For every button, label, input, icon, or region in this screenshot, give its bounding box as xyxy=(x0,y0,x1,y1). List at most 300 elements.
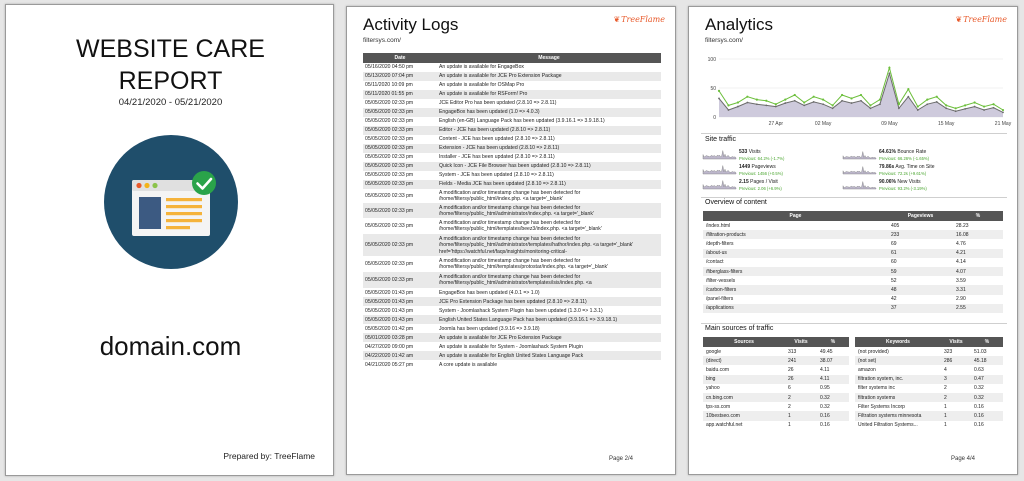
log-message: A modification and/or timestamp change has been detected for /home/filtersy/public_html/index.php. <a target='_blank' xyxy=(439,190,581,203)
log-date: 05/05/2020 02:33 pm xyxy=(365,136,414,143)
log-date: 05/01/2020 03:28 pm xyxy=(363,333,437,342)
visits: 313 xyxy=(788,348,797,355)
log-date: 05/05/2020 02:33 pm xyxy=(363,162,437,171)
kpi-previous: Previous: 66.26% (-1.65%) xyxy=(879,156,930,161)
kpi-previous: Previous: 93.2% (-3.19%) xyxy=(879,186,927,191)
table-row xyxy=(703,402,849,411)
series-2-point xyxy=(945,107,947,109)
page-path: /filtration-products xyxy=(703,230,888,239)
keyword: United Filtration Systems... xyxy=(858,422,918,429)
table-row xyxy=(703,249,1003,258)
page-title: Analytics xyxy=(705,15,774,34)
x-tick-label: 02 May xyxy=(814,121,832,127)
series-2-point xyxy=(775,106,777,108)
series-1-point xyxy=(775,103,777,105)
log-message: JCE Editor Pro has been updated (2.8.10 => 2.8.11) xyxy=(439,100,557,107)
log-message: An update is available for OSMap Pro xyxy=(439,82,525,89)
percent: 0.32 xyxy=(817,393,849,402)
series-1-point xyxy=(832,104,834,106)
series-2-point xyxy=(860,100,862,102)
log-date: 05/05/2020 02:33 pm xyxy=(363,234,437,256)
table-row xyxy=(703,304,1003,313)
log-date: 05/05/2020 02:33 pm xyxy=(365,223,414,230)
series-1-point xyxy=(955,107,957,109)
percent: 28.23 xyxy=(956,222,969,229)
log-message: A modification and/or timestamp change has been detected for /home/filtersy/public_html/administrator/templates/hathor/index.php. <a target='_blank' href='https://watchful.net/faqs/insights/monitoring-critical- xyxy=(437,234,661,256)
series-2-point xyxy=(747,102,749,104)
percent: 51.03 xyxy=(974,348,987,355)
series-1-point xyxy=(727,104,729,106)
pageviews: 61 xyxy=(888,249,953,258)
percent: 4.11 xyxy=(820,366,830,373)
log-row xyxy=(363,297,661,306)
table-row xyxy=(855,347,1003,356)
page-number: Page 4/4 xyxy=(951,456,976,462)
column-header-percent: % xyxy=(971,337,1003,347)
log-row xyxy=(363,234,661,256)
visits: 2 xyxy=(788,403,791,410)
source-name: (direct) xyxy=(703,356,785,365)
log-date: 04/22/2020 01:42 am xyxy=(363,351,437,360)
visits: 26 xyxy=(788,366,794,373)
log-date: 05/05/2020 02:33 pm xyxy=(365,154,414,161)
visits: 286 xyxy=(941,356,971,365)
table-row xyxy=(855,384,1003,393)
source-name: bing xyxy=(703,375,785,384)
table-row xyxy=(703,221,1003,230)
log-date: 05/05/2020 02:33 pm xyxy=(363,126,437,135)
log-message: Installer - JCE has been updated (2.8.10 => 2.8.11) xyxy=(439,154,555,161)
cover-title-line1: WEBSITE CARE xyxy=(76,35,265,63)
series-2-point xyxy=(718,98,720,100)
series-1-point xyxy=(737,101,739,103)
kpi-sparkline xyxy=(843,178,876,189)
source-name: google xyxy=(706,348,722,355)
log-message: EngageBox has been updated (1.0 => 4.0.3) xyxy=(437,108,661,117)
series-2-point xyxy=(737,106,739,108)
series-2-point xyxy=(870,107,872,109)
divider xyxy=(701,133,1007,134)
table-row xyxy=(855,356,1003,365)
series-2-point xyxy=(936,101,938,103)
table-row xyxy=(703,356,849,365)
series-2-point xyxy=(851,102,853,104)
log-row xyxy=(363,315,661,324)
series-1-point xyxy=(718,90,720,92)
percent: 0.16 xyxy=(974,422,984,429)
series-1-point xyxy=(813,96,815,98)
kpi-label: Visits xyxy=(748,149,761,155)
table-row xyxy=(855,375,1003,384)
kpi-value: 2.15 xyxy=(739,179,749,185)
sparkline-area xyxy=(843,167,876,175)
log-date: 05/05/2020 01:43 pm xyxy=(363,297,437,306)
pageviews: 233 xyxy=(888,230,953,239)
log-row xyxy=(363,135,661,144)
log-row xyxy=(363,180,661,189)
kpi-value: 90.06% xyxy=(879,179,896,185)
percent: 3.31 xyxy=(953,285,1003,294)
series-2-point xyxy=(728,109,730,111)
site-url: filtersys.com/ xyxy=(705,37,743,44)
log-message: Fields - Media JCE has been updated (2.8.10 => 2.8.11) xyxy=(437,180,661,189)
percent: 38.07 xyxy=(817,356,849,365)
page-path: /filter-vessels xyxy=(706,277,736,284)
series-2-point xyxy=(803,105,805,107)
keyword: filtration systems xyxy=(855,393,941,402)
series-2-point xyxy=(983,109,985,111)
column-header-keywords: Keywords xyxy=(855,337,941,347)
flame-icon: ❦ xyxy=(613,15,621,24)
visits: 1 xyxy=(944,422,947,429)
log-row xyxy=(363,162,661,171)
series-1-point xyxy=(936,96,938,98)
log-row xyxy=(363,203,661,218)
percent: 2.55 xyxy=(953,304,1003,313)
kpi-value: 1449 xyxy=(739,164,751,170)
log-date: 05/05/2020 02:33 pm xyxy=(363,108,437,117)
page-number: Page 2/4 xyxy=(609,456,634,462)
kpi-5 xyxy=(879,179,927,191)
log-row xyxy=(363,218,661,234)
log-date: 04/27/2020 09:00 pm xyxy=(365,343,414,350)
kpi-previous: Previous: 72.2s (+9.61%) xyxy=(879,171,927,176)
column-header-visits: Visits xyxy=(785,337,817,347)
keyword: (not provided) xyxy=(858,348,889,355)
log-date: 05/05/2020 02:33 pm xyxy=(363,180,437,189)
log-message: A modification and/or timestamp change has been detected for /home/filtersy/public_html/templates/protostar/index.php. <a target='_blank' xyxy=(439,258,608,271)
percent: 3.59 xyxy=(956,277,966,284)
sparkline-area xyxy=(703,151,736,160)
kpi-0 xyxy=(739,149,784,161)
column-header-visits: Visits xyxy=(941,337,971,347)
table-row xyxy=(703,230,1003,239)
log-message: EngageBox has been updated (4.0.1 => 1.0) xyxy=(439,289,540,296)
brand-logo xyxy=(955,15,1007,24)
kpi-label: Pageviews xyxy=(751,164,776,170)
table-row xyxy=(703,375,849,384)
percent: 0.95 xyxy=(820,385,830,392)
visits: 26 xyxy=(785,375,817,384)
sparkline-area xyxy=(843,182,876,190)
series-1-point xyxy=(992,103,994,105)
log-row xyxy=(363,117,661,126)
log-row xyxy=(363,342,661,351)
log-date: 05/05/2020 01:43 pm xyxy=(365,307,414,314)
series-1-point xyxy=(907,88,909,90)
series-1-point xyxy=(983,105,985,107)
visits-line-chart xyxy=(699,53,1012,129)
percent: 0.16 xyxy=(971,411,1003,420)
series-1-point xyxy=(974,101,976,103)
activity-logs-page xyxy=(346,6,676,475)
log-date: 05/05/2020 02:33 pm xyxy=(363,203,437,218)
table-row xyxy=(855,402,1003,411)
keyword: amazon xyxy=(858,366,876,373)
traffic-sources-table xyxy=(703,337,849,430)
overview-heading: Overview of content xyxy=(705,199,767,206)
visits: 2 xyxy=(941,393,971,402)
log-date: 05/05/2020 02:33 pm xyxy=(365,193,414,200)
percent: 16.08 xyxy=(953,230,1003,239)
log-message: Joomla has been updated (3.9.16 => 3.9.18) xyxy=(439,325,540,332)
series-2-point xyxy=(907,96,909,98)
visits: 1 xyxy=(788,422,791,429)
visits: 6 xyxy=(788,385,791,392)
series-1-point xyxy=(869,104,871,106)
table-row xyxy=(703,347,849,356)
log-row xyxy=(363,90,661,99)
kpi-label: Bounce Rate xyxy=(897,149,927,155)
log-row xyxy=(363,171,661,180)
table-row xyxy=(855,411,1003,420)
y-tick-label: 100 xyxy=(707,57,716,63)
log-row xyxy=(363,81,661,90)
analytics-page xyxy=(688,6,1018,475)
series-2-point xyxy=(784,102,786,104)
brand-name: TreeFlame xyxy=(621,15,665,24)
percent: 4.07 xyxy=(953,267,1003,276)
table-row xyxy=(855,393,1003,402)
percent: 0.32 xyxy=(971,393,1003,402)
browser-window-check-icon xyxy=(104,135,238,269)
table-row xyxy=(703,295,1003,304)
table-row xyxy=(703,384,849,393)
log-message: A modification and/or timestamp change has been detected for /home/filtersy/public_html/administrator/templates/isis/index.php. <a xyxy=(437,272,661,288)
series-2-point xyxy=(794,100,796,102)
keyword: Filtration systems minnesota xyxy=(855,411,941,420)
series-1-point xyxy=(945,104,947,106)
series-1-point xyxy=(841,94,843,96)
visits: 3 xyxy=(941,375,971,384)
log-message: English United States Language Pack has been updated (3.9.16.1 => 3.9.18.1) xyxy=(437,315,661,324)
log-row xyxy=(363,72,661,81)
log-row xyxy=(363,272,661,288)
log-date: 05/05/2020 02:33 pm xyxy=(365,172,414,179)
kpi-value: 79.86s xyxy=(879,164,895,170)
series-2-point xyxy=(955,110,957,112)
series-2-point xyxy=(841,100,843,102)
log-row xyxy=(363,288,661,297)
kpi-previous: Previous: 1456 (+0.5%) xyxy=(739,171,783,176)
page-path: /carbon-filters xyxy=(703,285,888,294)
table-row xyxy=(703,285,1003,294)
source-name: baidu.com xyxy=(706,366,730,373)
kpi-sparkline xyxy=(703,178,736,189)
log-date: 05/05/2020 02:33 pm xyxy=(363,272,437,288)
log-row xyxy=(363,333,661,342)
pageviews: 42 xyxy=(891,296,897,303)
log-message: System - Joomlashack System Plugin has been updated (1.3.0 => 1.3.1) xyxy=(439,307,603,314)
log-row xyxy=(363,189,661,203)
log-message: An update is available for RSForm! Pro xyxy=(437,90,661,99)
column-header-percent: % xyxy=(953,211,1003,221)
series-2-point xyxy=(993,107,995,109)
series-1-point xyxy=(860,94,862,96)
flame-icon: ❦ xyxy=(955,15,963,24)
log-row xyxy=(363,306,661,315)
source-name: tps-ss.com xyxy=(706,403,731,410)
log-message: English (en-GB) Language Pack has been updated (3.9.16.1 => 3.9.18.1) xyxy=(439,118,605,125)
series-1-point xyxy=(888,67,890,69)
log-message: A core update is available xyxy=(439,361,498,368)
column-header-message: Message xyxy=(437,53,661,63)
log-date: 04/21/2020 05:27 pm xyxy=(365,361,414,368)
sources-heading: Main sources of traffic xyxy=(705,325,774,332)
series-2-point xyxy=(974,106,976,108)
page-path: /fiberglass-filters xyxy=(703,267,888,276)
table-row xyxy=(703,365,849,374)
keyword: (not set) xyxy=(855,356,941,365)
log-message: An update is available for JCE Pro Extension Package xyxy=(437,333,661,342)
log-message: System - JCE has been updated (2.8.10 => 2.8.11) xyxy=(439,172,554,179)
site-url: filtersys.com/ xyxy=(363,37,401,44)
percent: 0.16 xyxy=(817,411,849,420)
keyword: filter systems inc xyxy=(858,385,895,392)
table-row xyxy=(703,239,1003,248)
pageviews: 405 xyxy=(891,222,900,229)
kpi-previous: Previous: 64.2% (-1.7%) xyxy=(739,156,785,161)
series-2-point xyxy=(756,103,758,105)
kpi-3 xyxy=(879,164,935,176)
cover-title-line2: REPORT xyxy=(118,67,223,95)
log-date: 05/11/2020 10:09 pm xyxy=(365,82,413,89)
log-message: An update is available for English United States Language Pack xyxy=(437,351,661,360)
kpi-sparkline xyxy=(703,163,736,174)
column-header-pageviews: Pageviews xyxy=(888,211,953,221)
log-date: 05/05/2020 01:43 pm xyxy=(363,315,437,324)
series-1-point xyxy=(926,99,928,101)
series-2-point xyxy=(917,109,919,111)
visits: 1 xyxy=(944,403,947,410)
log-date: 05/05/2020 01:43 pm xyxy=(365,289,414,296)
log-row xyxy=(363,360,661,369)
page-title: Activity Logs xyxy=(363,15,459,34)
series-2-point xyxy=(889,73,891,75)
series-1-point xyxy=(964,104,966,106)
pageviews: 48 xyxy=(888,285,953,294)
visits: 241 xyxy=(785,356,817,365)
series-1-point xyxy=(784,99,786,101)
divider xyxy=(701,197,1007,198)
cover-domain: domain.com xyxy=(99,331,242,361)
kpi-1 xyxy=(879,149,929,161)
source-name: 10bestseo.com xyxy=(703,411,785,420)
log-row xyxy=(363,324,661,333)
kpi-sparkline xyxy=(843,148,876,159)
log-date: 05/16/2020 04:50 pm xyxy=(365,64,414,71)
log-message: Quick Icon - JCE File Browser has been updated (2.8.10 => 2.8.11) xyxy=(437,162,661,171)
traffic-keywords-table xyxy=(855,337,1003,430)
log-date: 05/13/2020 07:04 pm xyxy=(363,72,437,81)
source-name: cn.bing.com xyxy=(703,393,785,402)
y-tick-label: 50 xyxy=(710,86,716,92)
kpi-label: New Visits xyxy=(897,179,921,185)
kpi-4 xyxy=(739,179,782,191)
series-2-point xyxy=(898,107,900,109)
y-tick-label: 0 xyxy=(713,115,716,121)
series-1-point xyxy=(746,96,748,98)
log-row xyxy=(363,99,661,108)
percent: 49.45 xyxy=(820,348,833,355)
log-message: Extension - JCE has been updated (2.8.10 => 2.8.11) xyxy=(437,144,661,153)
activity-log-table xyxy=(363,53,661,369)
visits: 2 xyxy=(785,393,817,402)
kpi-value: 64.61% xyxy=(879,149,896,155)
log-date: 05/11/2020 01:55 pm xyxy=(363,90,437,99)
log-row xyxy=(363,351,661,360)
log-message: An update is available for EngageBox xyxy=(439,64,524,71)
log-date: 05/05/2020 01:42 pm xyxy=(365,325,414,332)
percent: 4.76 xyxy=(956,240,966,247)
column-header-percent: % xyxy=(817,337,849,347)
series-1-point xyxy=(756,99,758,101)
kpi-previous: Previous: 2.06 (+6.9%) xyxy=(739,186,782,191)
keyword: Filter Systems Incorp xyxy=(858,403,905,410)
keyword: filtration system, inc. xyxy=(855,375,941,384)
log-date: 05/05/2020 02:33 pm xyxy=(365,118,414,125)
log-row xyxy=(363,63,661,72)
kpi-label: Avg. Time on Site xyxy=(895,164,935,170)
table-row xyxy=(703,393,849,402)
source-name: yahoo xyxy=(706,385,720,392)
series-1-point xyxy=(794,94,796,96)
percent: 45.18 xyxy=(971,356,1003,365)
series-2-point xyxy=(1002,111,1004,113)
series-1-point xyxy=(879,99,881,101)
x-tick-label: 21 May xyxy=(994,121,1012,127)
sparkline-area xyxy=(843,152,876,160)
log-message: An update is available for System - Joomlashack System Plugin xyxy=(439,343,583,350)
log-message: JCE Pro Extension Package has been updated (2.8.10 => 2.8.11) xyxy=(437,297,661,306)
log-row xyxy=(363,153,661,162)
series-1-point xyxy=(917,105,919,107)
log-message: Content - JCE has been updated (2.8.10 => 2.8.11) xyxy=(439,136,555,143)
pageviews: 37 xyxy=(888,304,953,313)
column-header-date: Date xyxy=(363,53,437,63)
cover-page xyxy=(5,4,334,476)
series-2-point xyxy=(765,105,767,107)
brand-logo xyxy=(613,15,665,24)
page-path: /contact xyxy=(706,259,724,266)
series-2-point xyxy=(832,107,834,109)
kpi-value: 533 xyxy=(739,149,748,155)
page-path: /applications xyxy=(703,304,888,313)
log-message: An update is available for JCE Pro Extension Package xyxy=(437,72,661,81)
series-2-point xyxy=(813,101,815,103)
series-1-point xyxy=(803,101,805,103)
page-path: /about-us xyxy=(703,249,888,258)
site-traffic-heading: Site traffic xyxy=(705,136,736,143)
log-row xyxy=(363,256,661,272)
percent: 4.11 xyxy=(817,375,849,384)
percent: 0.32 xyxy=(820,403,830,410)
log-row xyxy=(363,144,661,153)
table-row xyxy=(703,267,1003,276)
x-tick-label: 27 Apr xyxy=(768,121,784,127)
visits: 323 xyxy=(944,348,953,355)
series-2-point xyxy=(822,103,824,105)
table-row xyxy=(855,421,1003,430)
log-date: 05/05/2020 02:33 pm xyxy=(365,261,414,268)
percent: 0.32 xyxy=(974,385,984,392)
series-2-point xyxy=(926,103,928,105)
log-date: 05/05/2020 02:33 pm xyxy=(363,144,437,153)
percent: 2.90 xyxy=(956,296,966,303)
log-message: Editor - JCE has been updated (2.8.10 => 2.8.11) xyxy=(437,126,661,135)
cover-prepared-by: Prepared by: TreeFlame xyxy=(223,451,315,461)
series-2-point xyxy=(879,103,881,105)
